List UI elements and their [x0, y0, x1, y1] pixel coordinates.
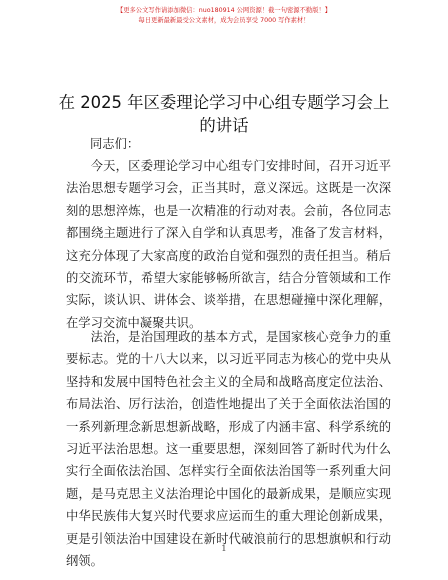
document-title: 在 2025 年区委理论学习中心组专题学习会上的讲话: [58, 93, 390, 135]
promo-banner-line-2: 每日更新最新最受公文素材，成为会员享受 7000 写作素材！: [138, 17, 310, 24]
promo-banner-line-1: 【更多公文写作请添加微信：nuo180914 公网资源！截一句密源不勤版！】: [116, 7, 332, 14]
promo-banner: [0, 6, 448, 26]
body-paragraph-1: 今天，区委理论学习中心组专门安排时间，召开习近平法治思想专题学习会，正当其时，意义深远。这既是一次深刻的思想淬炼，也是一次精准的行动对表。会前，各位同志都围绕主题进行了深入自学和认真思考，准备了发言材料，这充分体现了大家高度的政治自觉和强烈的责任担当。稍后的交流环节，希望大家能够畅所欲言，结合分管领域和工作实际，谈认识、讲体会、谈举措，在思想碰撞中深化理解，在学习交流中凝聚共识。: [66, 159, 391, 330]
body-paragraph-2: 法治，是治国理政的基本方式，是国家核心竞争力的重要标志。党的十八大以来，以习近平同志为核心的党中央从坚持和发展中国特色社会主义的全局和战略高度定位法治、布局法治、厉行法治，创造性地提出了关于全面依法治国的一系列新理念新思想新战略，形成了内涵丰富、科学系统的习近平法治思想。这一重要思想，深刻回答了新时代为什么实行全面依法治国、怎样实行全面依法治国等一系列重大问题，是马克思主义法治理论中国化的最新成果，是顺应实现中华民族伟大复兴时代要求应运而生的重大理论创新成果，更是引领法治中国建设在新时代破浪前行的思想旗帜和行动纲领。: [66, 330, 391, 569]
salutation: 同志们：: [90, 137, 140, 151]
page-number: 1: [221, 544, 227, 554]
